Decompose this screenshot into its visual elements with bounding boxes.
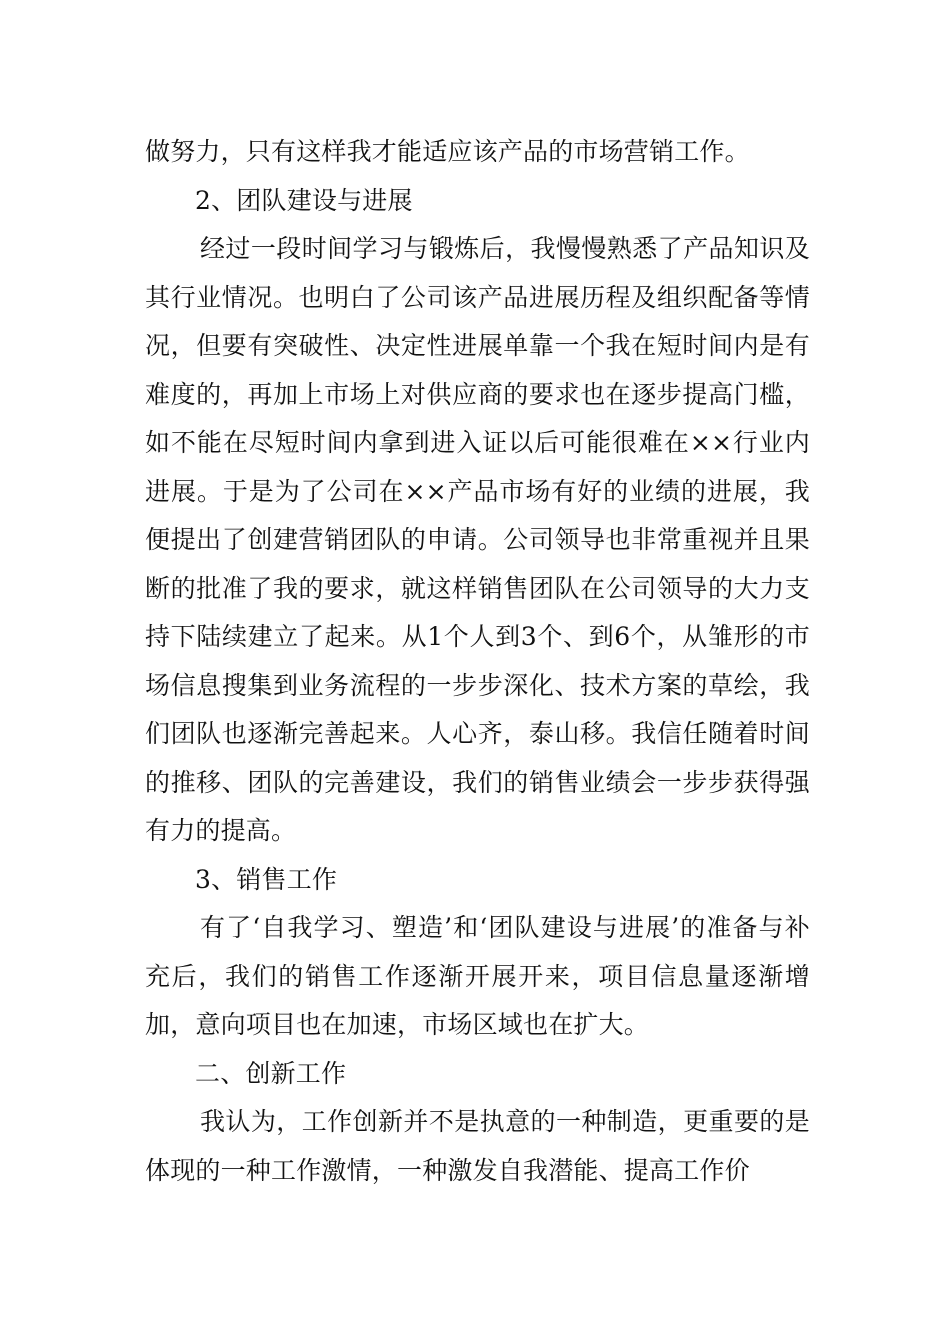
body-paragraph-team-building: 经过一段时间学习与锻炼后，我慢慢熟悉了产品知识及其行业情况。也明白了公司该产品进展历程及组织配备等情况，但要有突破性、决定性进展单靠一个我在短时间内是有难度的，再加上市场上对供应商的要求也在逐步提高门槛，如不能在尽短时间内拿到进入证以后可能很难在××行业内进展。于是为了公司在××产品市场有好的业绩的进展，我便提出了创建营销团队的申请。公司领导也非常重视并且果断的批准了我的要求，就这样销售团队在公司领导的大力支持下陆续建立了起来。从1个人到3个、到6个，从雏形的市场信息搜集到业务流程的一步步深化、技术方案的草绘，我们团队也逐渐完善起来。人心齐，泰山移。我信任随着时间的推移、团队的完善建设，我们的销售业绩会一步步获得强有力的提高。 (145, 234, 810, 845)
document-body (145, 128, 810, 1195)
continuation-paragraph: 做努力，只有这样我才能适应该产品的市场营销工作。 (145, 137, 750, 166)
section-heading-innovation: 二、创新工作 (195, 1058, 347, 1088)
body-paragraph-sales-work: 有了‘自我学习、塑造’和‘团队建设与进展’的准备与补充后，我们的销售工作逐渐开展开来，项目信息量逐渐增加，意向项目也在加速，市场区域也在扩大。 (145, 913, 810, 1039)
section-heading-team-building: 2、团队建设与进展 (195, 185, 413, 215)
section-heading-sales-work: 3、销售工作 (195, 864, 338, 894)
body-paragraph-innovation: 我认为，工作创新并不是执意的一种制造，更重要的是体现的一种工作激情，一种激发自我潜能、提高工作价 (145, 1107, 810, 1185)
